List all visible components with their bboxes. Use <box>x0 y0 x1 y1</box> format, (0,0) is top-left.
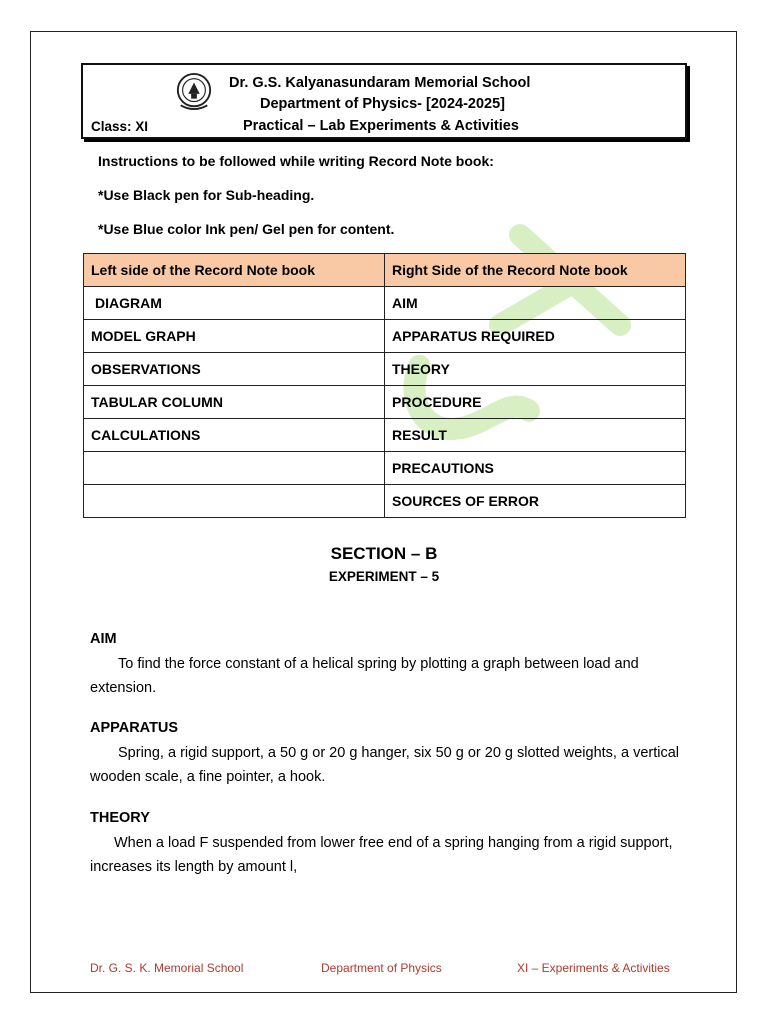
table-cell-left <box>84 452 385 485</box>
table-header-right: Right Side of the Record Note book <box>385 254 686 287</box>
table-cell-left: MODEL GRAPH <box>84 320 385 353</box>
table-cell-left: TABULAR COLUMN <box>84 386 385 419</box>
department-name: Department of Physics- [2024-2025] <box>260 96 505 112</box>
table-row <box>84 485 686 518</box>
footer-course: XI – Experiments & Activities <box>517 961 670 975</box>
table-cell-left: DIAGRAM <box>84 287 385 320</box>
theory-text: When a load F suspended from lower free end of a spring hanging from a rigid support, increases its length by amount l, <box>90 835 673 875</box>
table-header-left: Left side of the Record Note book <box>84 254 385 287</box>
practical-title: Practical – Lab Experiments & Activities <box>243 118 519 134</box>
table-cell-right: APPARATUS REQUIRED <box>385 320 686 353</box>
header-box <box>81 63 687 139</box>
table-cell-right: RESULT <box>385 419 686 452</box>
table-cell-right: AIM <box>385 287 686 320</box>
experiment-title: EXPERIMENT – 5 <box>328 569 440 584</box>
table-row <box>84 287 686 320</box>
footer-department: Department of Physics <box>321 961 442 975</box>
instruction-blue-pen: *Use Blue color Ink pen/ Gel pen for content. <box>98 221 395 237</box>
theory-heading: THEORY <box>90 810 150 826</box>
table-row <box>84 353 686 386</box>
table-cell-left <box>84 485 385 518</box>
instruction-black-pen: *Use Black pen for Sub-heading. <box>98 187 315 203</box>
record-note-table <box>83 253 686 518</box>
table-header-row <box>84 254 686 287</box>
table-row <box>84 452 686 485</box>
table-cell-left: CALCULATIONS <box>84 419 385 452</box>
aim-heading: AIM <box>90 631 117 647</box>
class-label: Class: XI <box>91 119 149 134</box>
table-cell-right: PROCEDURE <box>385 386 686 419</box>
instructions-heading: Instructions to be followed while writing Record Note book: <box>98 153 494 169</box>
table-cell-right: THEORY <box>385 353 686 386</box>
section-title: SECTION – B <box>330 544 438 563</box>
aim-text: To find the force constant of a helical spring by plotting a graph between load and extension. <box>90 656 639 696</box>
table-cell-left: OBSERVATIONS <box>84 353 385 386</box>
table-row <box>84 320 686 353</box>
table-row <box>84 386 686 419</box>
apparatus-text: Spring, a rigid support, a 50 g or 20 g hanger, six 50 g or 20 g slotted weights, a vertical wooden scale, a fine pointer, a hook. <box>90 745 679 785</box>
table-cell-right: PRECAUTIONS <box>385 452 686 485</box>
table-cell-right: SOURCES OF ERROR <box>385 485 686 518</box>
apparatus-heading: APPARATUS <box>90 720 179 736</box>
footer-school: Dr. G. S. K. Memorial School <box>90 961 244 975</box>
school-name: Dr. G.S. Kalyanasundaram Memorial School <box>229 75 531 91</box>
school-emblem-icon <box>175 71 213 113</box>
table-row <box>84 419 686 452</box>
